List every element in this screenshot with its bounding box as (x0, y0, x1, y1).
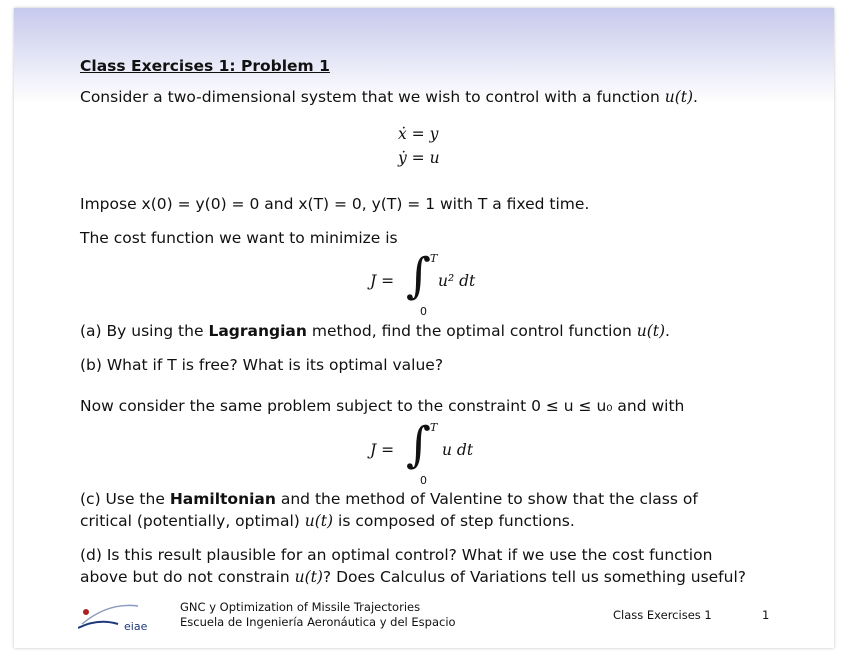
slide (14, 8, 834, 648)
question-d-line1: (d) Is this result plausible for an optimal control? What if we use the cost function (80, 546, 713, 564)
integral-sign-1: ∫ (406, 248, 432, 304)
boundary-conditions: Impose x(0) = y(0) = 0 and x(T) = 0, y(T) = 1 with T a fixed time. (80, 195, 590, 213)
footer-course: GNC y Optimization of Missile Trajectories (180, 600, 421, 614)
intro-paragraph: Consider a two-dimensional system that we wish to control with a function u(t). (80, 88, 698, 106)
question-d-line2: above but do not constrain u(t)? Does Calculus of Variations tell us something useful? (80, 568, 746, 586)
question-b: (b) What if T is free? What is its optimal value? (80, 356, 444, 374)
slide-title: Class Exercises 1: Problem 1 (80, 57, 330, 75)
cost2-integrand: u dt (442, 441, 474, 459)
cost1-upper-limit: T (430, 252, 438, 265)
constraint-paragraph: Now consider the same problem subject to the constraint 0 ≤ u ≤ u₀ and with (80, 397, 685, 415)
question-c-line1: (c) Use the Hamiltonian and the method of Valentine to show that the class of (80, 490, 698, 508)
footer-section: Class Exercises 1 (613, 608, 712, 622)
school-logo-icon (78, 600, 158, 634)
system-equation-1: ẋ = y (398, 125, 439, 143)
logo-text: eiae (124, 620, 148, 633)
page-number: 1 (762, 608, 770, 622)
cost2-upper-limit: T (430, 421, 438, 434)
cost1-lower-limit: 0 (420, 305, 427, 318)
cost2-lower-limit: 0 (420, 474, 427, 487)
cost-intro: The cost function we want to minimize is (80, 229, 398, 247)
question-c-line2: critical (potentially, optimal) u(t) is composed of step functions. (80, 512, 575, 530)
cost1-lhs: J = (370, 272, 395, 290)
integral-sign-2: ∫ (406, 417, 432, 473)
slide-footer (14, 596, 834, 636)
cost2-lhs: J = (370, 441, 395, 459)
system-equation-2: ẏ = u (398, 149, 440, 167)
question-a: (a) By using the Lagrangian method, find the optimal control function u(t). (80, 322, 670, 340)
footer-school: Escuela de Ingeniería Aeronáutica y del Espacio (180, 615, 456, 629)
cost1-integrand: u² dt (438, 272, 476, 290)
